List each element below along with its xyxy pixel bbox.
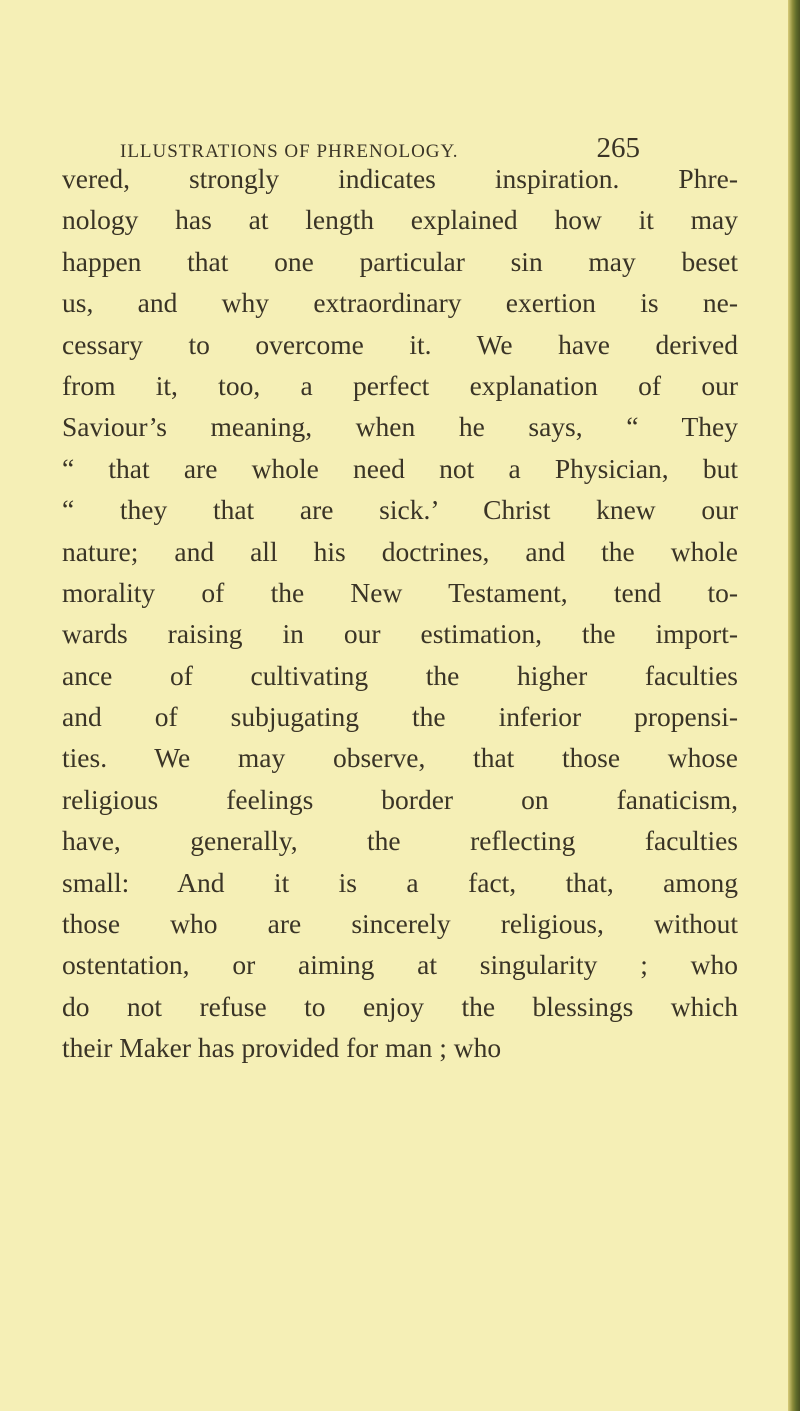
text-line: have, generally, the reflecting faculties xyxy=(62,825,738,857)
text-line: from it, too, a perfect explanation of our xyxy=(62,369,738,401)
text-line: vered, strongly indicates inspiration. Phre- xyxy=(62,163,738,194)
text-line: their Maker has provided for man ; who xyxy=(62,1032,502,1064)
text-line: nology has at length explained how it may xyxy=(62,204,738,236)
text-line: nature; and all his doctrines, and the whole xyxy=(62,535,738,567)
text-line: wards raising in our estimation, the import- xyxy=(62,618,738,650)
text-line: cessary to overcome it. We have derived xyxy=(62,328,738,360)
text-line: Saviour’s meaning, when he says, “ They xyxy=(62,411,738,443)
text-line: those who are sincerely religious, without xyxy=(62,908,738,940)
text-line: religious feelings border on fanaticism, xyxy=(62,783,738,815)
text-line: “ they that are sick.’ Christ knew our xyxy=(62,494,738,526)
body-text xyxy=(62,158,738,1069)
text-line: and of subjugating the inferior propensi- xyxy=(62,701,738,733)
running-title: ILLUSTRATIONS OF PHRENOLOGY. xyxy=(120,141,459,162)
text-line: ties. We may observe, that those whose xyxy=(62,742,738,774)
text-line: ostentation, or aiming at singularity ; who xyxy=(62,949,738,981)
text-line: “ that are whole need not a Physician, but xyxy=(62,452,738,484)
text-line: morality of the New Testament, tend to- xyxy=(62,576,738,608)
page-edge xyxy=(788,0,800,1411)
text-line: small: And it is a fact, that, among xyxy=(62,866,738,898)
text-line: do not refuse to enjoy the blessings which xyxy=(62,990,738,1022)
page-number: 265 xyxy=(596,132,640,164)
text-line: ance of cultivating the higher faculties xyxy=(62,659,738,691)
text-line: happen that one particular sin may beset xyxy=(62,245,738,277)
text-line: us, and why extraordinary exertion is ne- xyxy=(62,287,738,319)
